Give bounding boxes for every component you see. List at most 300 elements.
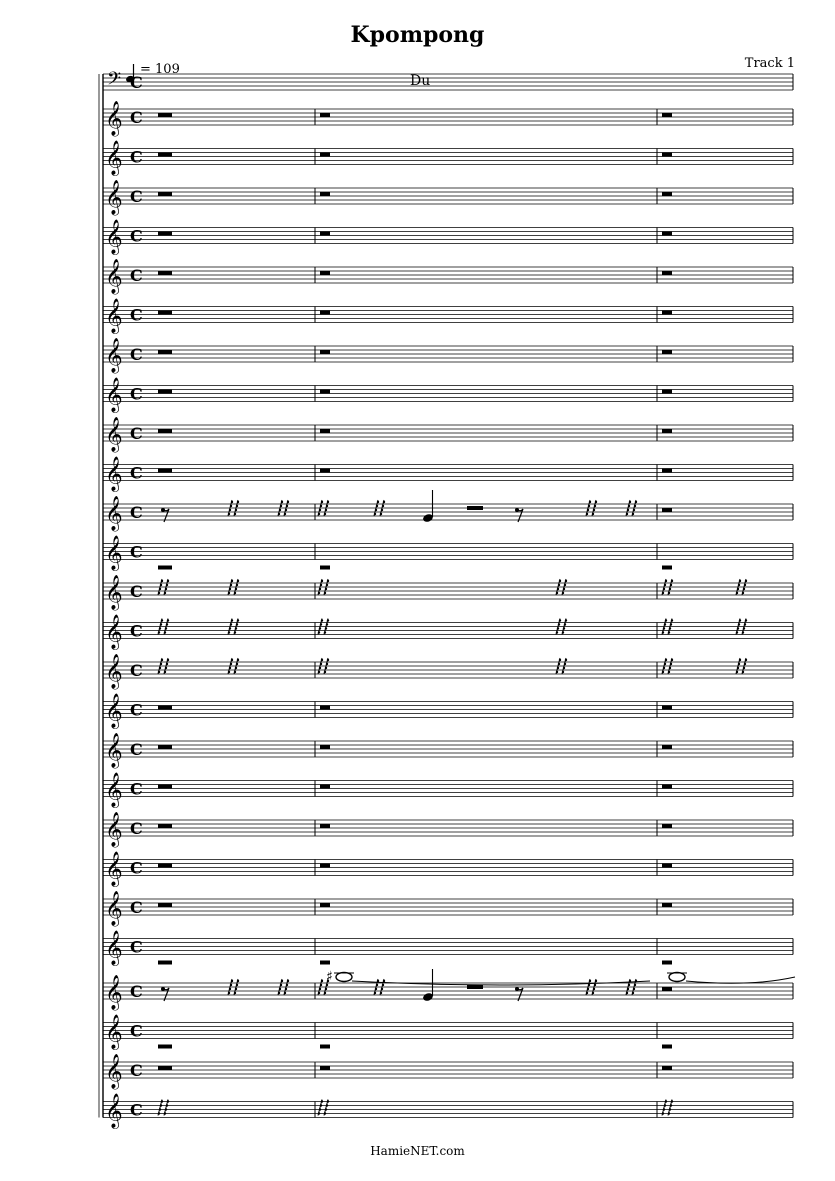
rest-flag <box>743 588 745 590</box>
rest-flag <box>663 627 665 629</box>
rest-flag <box>318 592 320 594</box>
rest-flag <box>664 623 666 625</box>
track-label: Track 1 <box>744 56 795 71</box>
rest-flag <box>164 592 166 594</box>
rest-flag <box>626 513 628 515</box>
rest-flag <box>319 627 321 629</box>
staff <box>103 583 793 599</box>
whole-rest-icon <box>320 785 330 789</box>
rest-flag <box>326 1104 328 1106</box>
rest-flag <box>324 671 326 673</box>
whole-rest-icon <box>662 706 672 710</box>
rest-flag <box>376 984 378 986</box>
time-signature: C <box>130 73 143 92</box>
treble-clef-icon: 𝄞 <box>105 891 123 926</box>
rest-flag <box>160 623 162 625</box>
whole-rest-icon <box>662 232 672 236</box>
rest-flag <box>324 992 326 994</box>
staff <box>103 307 793 323</box>
rest-flag <box>237 980 239 982</box>
rest-flag <box>669 627 671 629</box>
rest-flag <box>592 992 594 994</box>
whole-note-icon <box>669 973 685 982</box>
rest-flag <box>236 505 238 507</box>
rest-flag <box>559 659 561 661</box>
treble-clef-icon: 𝄞 <box>105 812 123 847</box>
rest-flag <box>588 505 590 507</box>
rest-flag <box>327 580 329 582</box>
whole-rest-icon <box>158 566 172 570</box>
staff <box>103 74 793 90</box>
rest-flag <box>671 1100 673 1102</box>
rest-flag <box>744 584 746 586</box>
rest-flag <box>745 619 747 621</box>
footer-credit: HamieNET.com <box>370 1144 465 1158</box>
whole-rest-icon <box>320 1045 330 1049</box>
rest-flag <box>558 663 560 665</box>
rest-flag <box>321 980 323 982</box>
time-signature: C <box>130 779 143 799</box>
treble-clef-icon: 𝄞 <box>105 851 123 887</box>
rest-flag <box>166 1104 168 1106</box>
rest-flag <box>742 631 744 633</box>
whole-rest-icon <box>662 192 672 196</box>
rest-flag <box>228 631 230 633</box>
treble-clef-icon: 𝄞 <box>105 377 123 413</box>
whole-rest-icon <box>662 390 672 394</box>
time-signature: C <box>130 305 143 325</box>
whole-rest-icon <box>662 113 672 117</box>
rest-flag <box>280 984 282 986</box>
rest-flag <box>324 592 326 594</box>
rest-flag <box>318 513 320 515</box>
rest-flag <box>318 671 320 673</box>
treble-clef-icon: 𝄞 <box>105 975 123 1010</box>
rest-flag <box>158 671 160 673</box>
rest-flag <box>326 623 328 625</box>
rest-flag <box>320 663 322 665</box>
rest-flag <box>326 505 328 507</box>
staff <box>103 820 793 836</box>
time-signature: C <box>130 819 143 838</box>
whole-rest-icon <box>662 903 672 907</box>
time-signature: C <box>130 108 143 127</box>
time-signature: C <box>130 384 143 404</box>
rest-flag <box>325 988 327 990</box>
rest-flag <box>325 588 327 590</box>
rest-flag <box>564 663 566 665</box>
whole-rest-icon <box>320 903 330 907</box>
rest-flag <box>229 588 231 590</box>
rest-flag <box>671 619 673 621</box>
rest-flag <box>563 667 565 669</box>
rest-flag <box>327 659 329 661</box>
rest-flag <box>325 627 327 629</box>
rest-flag <box>324 631 326 633</box>
staff <box>103 741 793 757</box>
staff <box>103 1062 793 1078</box>
rest-flag <box>284 513 286 515</box>
bass-clef-icon: 𝄢 <box>107 69 122 94</box>
rest-flag <box>737 588 739 590</box>
rest-flag <box>160 584 162 586</box>
whole-rest-icon <box>662 153 672 157</box>
rest-flag <box>159 667 161 669</box>
rest-flag <box>320 984 322 986</box>
whole-rest-icon <box>320 153 330 157</box>
rest-flag <box>230 984 232 986</box>
rest-flag <box>626 992 628 994</box>
rest-flag <box>668 671 670 673</box>
rest-flag <box>670 623 672 625</box>
rest-flag <box>742 671 744 673</box>
rest-flag <box>319 588 321 590</box>
sharp-icon: ♯ <box>326 969 333 985</box>
whole-rest-icon <box>320 864 330 868</box>
rest-flag <box>278 513 280 515</box>
rest-flag <box>320 623 322 625</box>
half-rest-icon <box>467 506 483 510</box>
staff <box>103 425 793 441</box>
rest-flag <box>662 1112 664 1114</box>
rest-flag <box>736 671 738 673</box>
rest-flag <box>587 988 589 990</box>
rest-flag <box>326 663 328 665</box>
time-signature: C <box>130 661 143 680</box>
whole-rest-icon <box>662 508 672 512</box>
treble-clef-icon: 𝄞 <box>105 693 123 729</box>
whole-rest-icon <box>662 311 672 315</box>
rest-flag <box>589 980 591 982</box>
staff <box>103 702 793 718</box>
rest-flag <box>562 592 564 594</box>
rest-flag <box>285 509 287 511</box>
rest-flag <box>744 623 746 625</box>
whole-rest-icon <box>158 350 172 354</box>
rest-flag <box>164 1112 166 1114</box>
rest-flag <box>557 667 559 669</box>
rest-flag <box>167 1100 169 1102</box>
whole-rest-icon <box>662 864 672 868</box>
rest-flag <box>634 505 636 507</box>
whole-rest-icon <box>320 350 330 354</box>
rest-flag <box>662 671 664 673</box>
rest-flag <box>161 580 163 582</box>
whole-rest-icon <box>320 961 330 965</box>
time-signature: C <box>130 740 143 759</box>
rest-flag <box>565 580 567 582</box>
rest-flag <box>664 584 666 586</box>
treble-clef-icon: 𝄞 <box>105 496 123 531</box>
rest-flag <box>670 663 672 665</box>
rest-flag <box>632 513 634 515</box>
staff <box>103 504 793 520</box>
whole-rest-icon <box>320 745 330 749</box>
rest-flag <box>593 988 595 990</box>
treble-clef-icon: 𝄞 <box>105 259 123 294</box>
rest-flag <box>318 992 320 994</box>
rest-flag <box>380 513 382 515</box>
rest-flag <box>670 584 672 586</box>
rest-flag <box>324 1112 326 1114</box>
time-signature: C <box>130 898 143 917</box>
rest-flag <box>324 513 326 515</box>
rest-flag <box>231 659 233 661</box>
time-signature: C <box>130 1100 143 1120</box>
rest-flag <box>164 631 166 633</box>
rest-flag <box>161 619 163 621</box>
rest-flag <box>231 980 233 982</box>
rest-flag <box>164 671 166 673</box>
rest-flag <box>739 659 741 661</box>
rest-flag <box>664 663 666 665</box>
rest-flag <box>160 1104 162 1106</box>
time-signature: C <box>130 700 143 720</box>
half-rest-icon <box>467 985 483 989</box>
time-signature: C <box>130 187 143 206</box>
rest-flag <box>166 623 168 625</box>
staff <box>103 228 793 244</box>
whole-rest-icon <box>662 961 672 965</box>
time-signature: C <box>130 147 143 167</box>
rest-flag <box>628 505 630 507</box>
treble-clef-icon: 𝄞 <box>105 575 123 610</box>
time-signature: C <box>130 582 143 601</box>
rest-flag <box>325 667 327 669</box>
staff <box>103 983 793 999</box>
rest-flag <box>237 580 239 582</box>
rest-flag <box>235 667 237 669</box>
staff <box>103 465 793 481</box>
lyric-text: Du <box>410 73 431 89</box>
rest-flag <box>668 592 670 594</box>
rest-flag <box>375 988 377 990</box>
whole-rest-icon <box>320 1066 330 1070</box>
rest-flag <box>382 505 384 507</box>
rest-flag <box>737 667 739 669</box>
rest-flag <box>228 992 230 994</box>
rest-flag <box>745 659 747 661</box>
rest-flag <box>165 627 167 629</box>
treble-clef-icon: 𝄞 <box>105 338 123 373</box>
rest-flag <box>321 619 323 621</box>
rest-flag <box>237 501 239 503</box>
rest-flag <box>565 659 567 661</box>
rest-flag <box>235 588 237 590</box>
rest-flag <box>627 988 629 990</box>
whole-rest-icon <box>158 153 172 157</box>
rest-flag <box>166 584 168 586</box>
time-signature: C <box>130 542 143 562</box>
rest-flag <box>234 992 236 994</box>
rest-flag <box>593 509 595 511</box>
rest-flag <box>594 505 596 507</box>
rest-flag <box>229 667 231 669</box>
whole-rest-icon <box>320 566 330 570</box>
treble-clef-icon: 𝄞 <box>105 772 123 808</box>
rest-flag <box>377 501 379 503</box>
rest-flag <box>662 631 664 633</box>
rest-flag <box>231 501 233 503</box>
rest-flag <box>737 627 739 629</box>
whole-rest-icon <box>158 706 172 710</box>
rest-flag <box>668 631 670 633</box>
rest-flag <box>556 592 558 594</box>
rest-flag <box>742 592 744 594</box>
rest-flag <box>671 659 673 661</box>
time-signature: C <box>130 621 143 641</box>
rest-flag <box>563 588 565 590</box>
time-signature: C <box>130 937 143 957</box>
whole-rest-icon <box>320 113 330 117</box>
rest-flag <box>234 592 236 594</box>
treble-clef-icon: 𝄞 <box>105 456 123 492</box>
treble-clef-icon: 𝄞 <box>105 298 123 334</box>
rest-flag <box>234 671 236 673</box>
rest-flag <box>229 988 231 990</box>
rest-flag <box>669 1108 671 1110</box>
rest-flag <box>319 988 321 990</box>
rest-flag <box>669 588 671 590</box>
rest-flag <box>158 1112 160 1114</box>
rest-flag <box>663 667 665 669</box>
rest-flag <box>167 580 169 582</box>
rest-flag <box>564 623 566 625</box>
whole-rest-icon <box>662 824 672 828</box>
rest-flag <box>287 980 289 982</box>
rest-flag <box>235 509 237 511</box>
whole-rest-icon <box>320 271 330 275</box>
staff <box>103 899 793 915</box>
rest-flag <box>327 619 329 621</box>
rest-flag <box>284 992 286 994</box>
rest-flag <box>381 988 383 990</box>
rest-flag <box>279 988 281 990</box>
whole-rest-icon <box>158 961 172 965</box>
rest-flag <box>228 513 230 515</box>
rest-flag <box>325 1108 327 1110</box>
rest-flag <box>670 1104 672 1106</box>
whole-rest-icon <box>662 1066 672 1070</box>
staff <box>103 860 793 876</box>
rest-flag <box>671 580 673 582</box>
rest-flag <box>668 1112 670 1114</box>
whole-rest-icon <box>662 469 672 473</box>
whole-rest-icon <box>158 192 172 196</box>
rest-flag <box>278 992 280 994</box>
rest-flag <box>557 588 559 590</box>
rest-flag <box>556 631 558 633</box>
whole-rest-icon <box>158 903 172 907</box>
rest-flag <box>230 663 232 665</box>
treble-clef-icon: 𝄞 <box>105 1014 123 1050</box>
treble-clef-icon: 𝄞 <box>105 101 123 136</box>
rest-flag <box>627 509 629 511</box>
rest-flag <box>228 592 230 594</box>
whole-rest-icon <box>320 390 330 394</box>
tie-curve <box>686 977 795 983</box>
rest-flag <box>236 984 238 986</box>
treble-clef-icon: 𝄞 <box>105 614 123 650</box>
rest-flag <box>556 671 558 673</box>
rest-flag <box>665 619 667 621</box>
treble-clef-icon: 𝄞 <box>105 1054 123 1089</box>
rest-flag <box>326 584 328 586</box>
treble-clef-icon: 𝄞 <box>105 1093 123 1129</box>
whole-rest-icon <box>320 429 330 433</box>
staff <box>103 662 793 678</box>
rest-flag <box>166 663 168 665</box>
staff <box>103 544 793 560</box>
rest-flag <box>159 1108 161 1110</box>
rest-flag <box>562 631 564 633</box>
staff <box>103 149 793 165</box>
whole-rest-icon <box>662 429 672 433</box>
rest-flag <box>321 659 323 661</box>
rest-flag <box>558 623 560 625</box>
rest-flag <box>633 988 635 990</box>
rest-flag <box>159 588 161 590</box>
whole-rest-icon <box>158 824 172 828</box>
rest-flag <box>669 667 671 669</box>
staff <box>103 109 793 125</box>
treble-clef-icon: 𝄞 <box>105 140 123 176</box>
rest-flag <box>320 584 322 586</box>
staff <box>103 1102 793 1118</box>
rest-flag <box>318 1112 320 1114</box>
rest-flag <box>738 663 740 665</box>
whole-rest-icon <box>662 566 672 570</box>
rest-flag <box>319 509 321 511</box>
whole-rest-icon <box>320 232 330 236</box>
rest-flag <box>327 1100 329 1102</box>
whole-rest-icon <box>158 232 172 236</box>
rest-flag <box>229 627 231 629</box>
whole-note-icon <box>336 973 352 982</box>
treble-clef-icon: 𝄞 <box>105 180 123 215</box>
rest-flag <box>634 984 636 986</box>
staff <box>103 781 793 797</box>
rest-flag <box>665 580 667 582</box>
rest-flag <box>165 1108 167 1110</box>
rest-flag <box>374 992 376 994</box>
rest-flag <box>745 580 747 582</box>
rest-flag <box>383 980 385 982</box>
rest-flag <box>743 667 745 669</box>
treble-clef-icon: 𝄞 <box>105 535 123 571</box>
rest-flag <box>281 501 283 503</box>
rest-flag <box>230 623 232 625</box>
staff <box>103 623 793 639</box>
rest-flag <box>237 659 239 661</box>
rest-flag <box>565 619 567 621</box>
rest-flag <box>161 659 163 661</box>
whole-rest-icon <box>158 1045 172 1049</box>
rest-flag <box>236 623 238 625</box>
rest-flag <box>231 619 233 621</box>
rest-flag <box>235 627 237 629</box>
rest-flag <box>228 671 230 673</box>
rest-flag <box>319 667 321 669</box>
rest-flag <box>663 1108 665 1110</box>
rest-flag <box>592 513 594 515</box>
rest-flag <box>664 1104 666 1106</box>
whole-rest-icon <box>662 745 672 749</box>
whole-rest-icon <box>662 987 672 991</box>
rest-flag <box>321 501 323 503</box>
whole-rest-icon <box>158 429 172 433</box>
rest-flag <box>632 992 634 994</box>
